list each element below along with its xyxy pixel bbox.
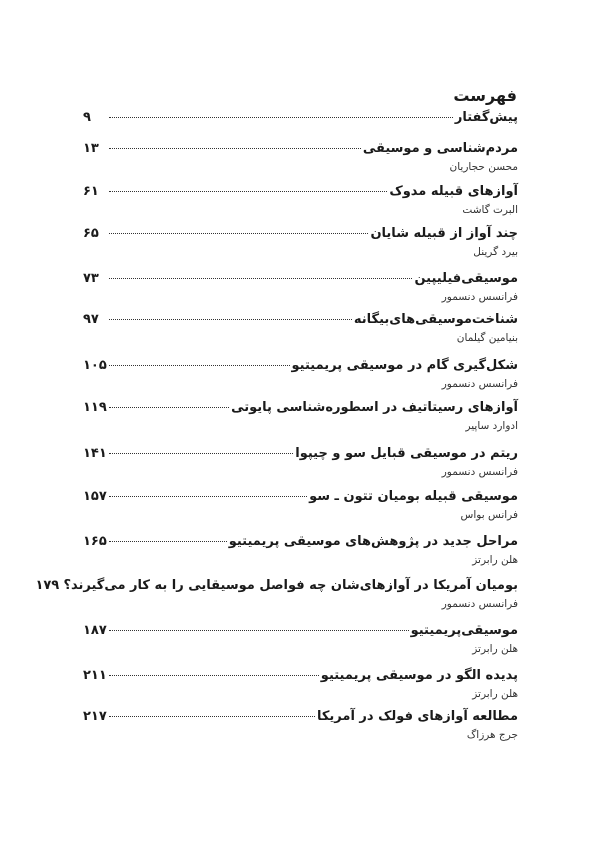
- toc-entry-page-number: ۷۳: [83, 271, 99, 286]
- toc-entry-line: [83, 620, 518, 642]
- toc-leader-dots: [109, 541, 227, 542]
- toc-entry-line: [83, 181, 518, 203]
- toc-entry-author: فرانسس دنسمور: [441, 598, 518, 610]
- toc-entry-line: [83, 223, 518, 245]
- toc-entry-line: [83, 706, 518, 728]
- toc-entry-title: مراحل جدید در پژوهش‌های موسیقی پریمیتیو: [228, 534, 518, 549]
- toc-entry-page-number: ۹: [83, 110, 91, 125]
- toc-entry-author: ادوارد ساپیر: [465, 420, 518, 432]
- toc-entry-page-number: ۱۳: [83, 141, 99, 156]
- toc-leader-dots: [109, 148, 361, 149]
- toc-entry-line: [83, 309, 518, 331]
- toc-entry: [83, 309, 518, 346]
- toc-entry-title: مطالعه آوازهای فولک در آمریکا: [316, 709, 518, 724]
- toc-leader-dots: [109, 407, 229, 408]
- toc-leader-dots: [109, 117, 453, 118]
- toc-entry-title: چند آواز از قبیله شایان: [370, 226, 518, 241]
- toc-leader-dots: [109, 191, 387, 192]
- toc-entry-page-number: ۲۱۱: [83, 668, 107, 683]
- toc-entry-author: هلن رابرتز: [472, 643, 518, 655]
- toc-entry-title: آوازهای رسیتاتیف در اسطوره‌شناسی پایوتی: [231, 400, 518, 415]
- toc-entry: [83, 355, 518, 392]
- toc-leader-dots: [109, 233, 368, 234]
- toc-entry-line: [83, 268, 518, 290]
- toc-entry-title: ریتم در موسیقی قبایل سو و چیپوا: [295, 446, 518, 461]
- toc-leader-dots: [109, 278, 412, 279]
- toc-leader-dots: [109, 496, 307, 497]
- toc-leader-dots: [109, 453, 293, 454]
- toc-entry-title: شکل‌گیری گام در موسیقی پریمیتیو: [291, 358, 518, 373]
- toc-entry: [83, 223, 518, 260]
- toc-entry: [83, 531, 518, 568]
- toc-entry-page-number: ۱۱۹: [83, 400, 107, 415]
- toc-entry-title: موسیقی‌پریمیتیو: [410, 623, 518, 638]
- toc-leader-dots: [109, 675, 319, 676]
- toc-leader-dots: [109, 319, 352, 320]
- toc-entry-line: [83, 138, 518, 160]
- toc-entry-title: موسیقی‌فیلیپین: [414, 271, 518, 286]
- toc-entry-title: موسیقی قبیله بومیان تتون ـ سو: [309, 489, 518, 504]
- toc-entry: [83, 443, 518, 480]
- toc-leader-dots: [109, 365, 290, 366]
- toc-entry: [83, 486, 518, 523]
- toc-entry-title: مردم‌شناسی و موسیقی: [362, 141, 518, 156]
- toc-entry-author: البرت گاشت: [462, 204, 518, 216]
- toc-entry-author: هلن رابرتز: [472, 688, 518, 700]
- toc-entry-author: بنیامین گیلمان: [456, 332, 518, 344]
- toc-entry-line: [83, 355, 518, 377]
- toc-entry-page-number: ۲۱۷: [83, 709, 107, 724]
- toc-entry-author: محسن حجاریان: [449, 161, 518, 173]
- toc-entry: [83, 181, 518, 218]
- toc-entry-line: [35, 575, 518, 597]
- toc-entry: [83, 620, 518, 657]
- toc-entry-title: بومیان آمریکا در آوازهای‌شان چه فواصل موسیقایی را به کار می‌گیرند؟: [63, 578, 518, 593]
- toc-entry: [83, 268, 518, 305]
- toc-entry: [83, 107, 518, 129]
- toc-entry-author: فرانس بواس: [460, 509, 518, 521]
- toc-leader-dots: [109, 630, 409, 631]
- toc-entry-author: هلن رابرتز: [472, 554, 518, 566]
- toc-entry-title: پیش‌گفتار: [454, 110, 518, 125]
- toc-title: فهرست: [453, 86, 517, 105]
- toc-entry-line: [83, 531, 518, 553]
- toc-entry-author: فرانسس دنسمور: [441, 291, 518, 303]
- toc-entry: [83, 397, 518, 434]
- toc-leader-dots: [109, 716, 315, 717]
- toc-entry-title: شناخت‌موسیقی‌های‌بیگانه: [353, 312, 518, 327]
- toc-entry-page-number: ۹۷: [83, 312, 99, 327]
- toc-entry-author: فرانسس دنسمور: [441, 466, 518, 478]
- toc-entry: [83, 706, 518, 743]
- toc-entry-author: جرج هرزاگ: [466, 729, 518, 741]
- toc-entry-title: آوازهای قبیله مدوک: [389, 184, 518, 199]
- toc-entry-line: [83, 486, 518, 508]
- toc-entry-line: [83, 665, 518, 687]
- toc-entry-page-number: ۱۰۵: [83, 358, 107, 373]
- toc-entry-page-number: ۱۷۹: [35, 578, 60, 593]
- toc-entry-author: بیرد گرینل: [473, 246, 518, 258]
- toc-entry-page-number: ۱۴۱: [83, 446, 107, 461]
- toc-entry-page-number: ۶۵: [83, 226, 99, 241]
- toc-entry: [83, 665, 518, 702]
- toc-entry-line: [83, 397, 518, 419]
- toc-entry-author: فرانسس دنسمور: [441, 378, 518, 390]
- toc-entry-page-number: ۱۸۷: [83, 623, 107, 638]
- toc-entry-page-number: ۱۶۵: [83, 534, 107, 549]
- toc-entry: [35, 575, 518, 612]
- toc-entry-title: پدیده الگو در موسیقی پریمیتیو: [320, 668, 518, 683]
- toc-entry-line: [83, 107, 518, 129]
- toc-entry-page-number: ۱۵۷: [83, 489, 107, 504]
- toc-entry-page-number: ۶۱: [83, 184, 99, 199]
- toc-entry: [83, 138, 518, 175]
- toc-entry-line: [83, 443, 518, 465]
